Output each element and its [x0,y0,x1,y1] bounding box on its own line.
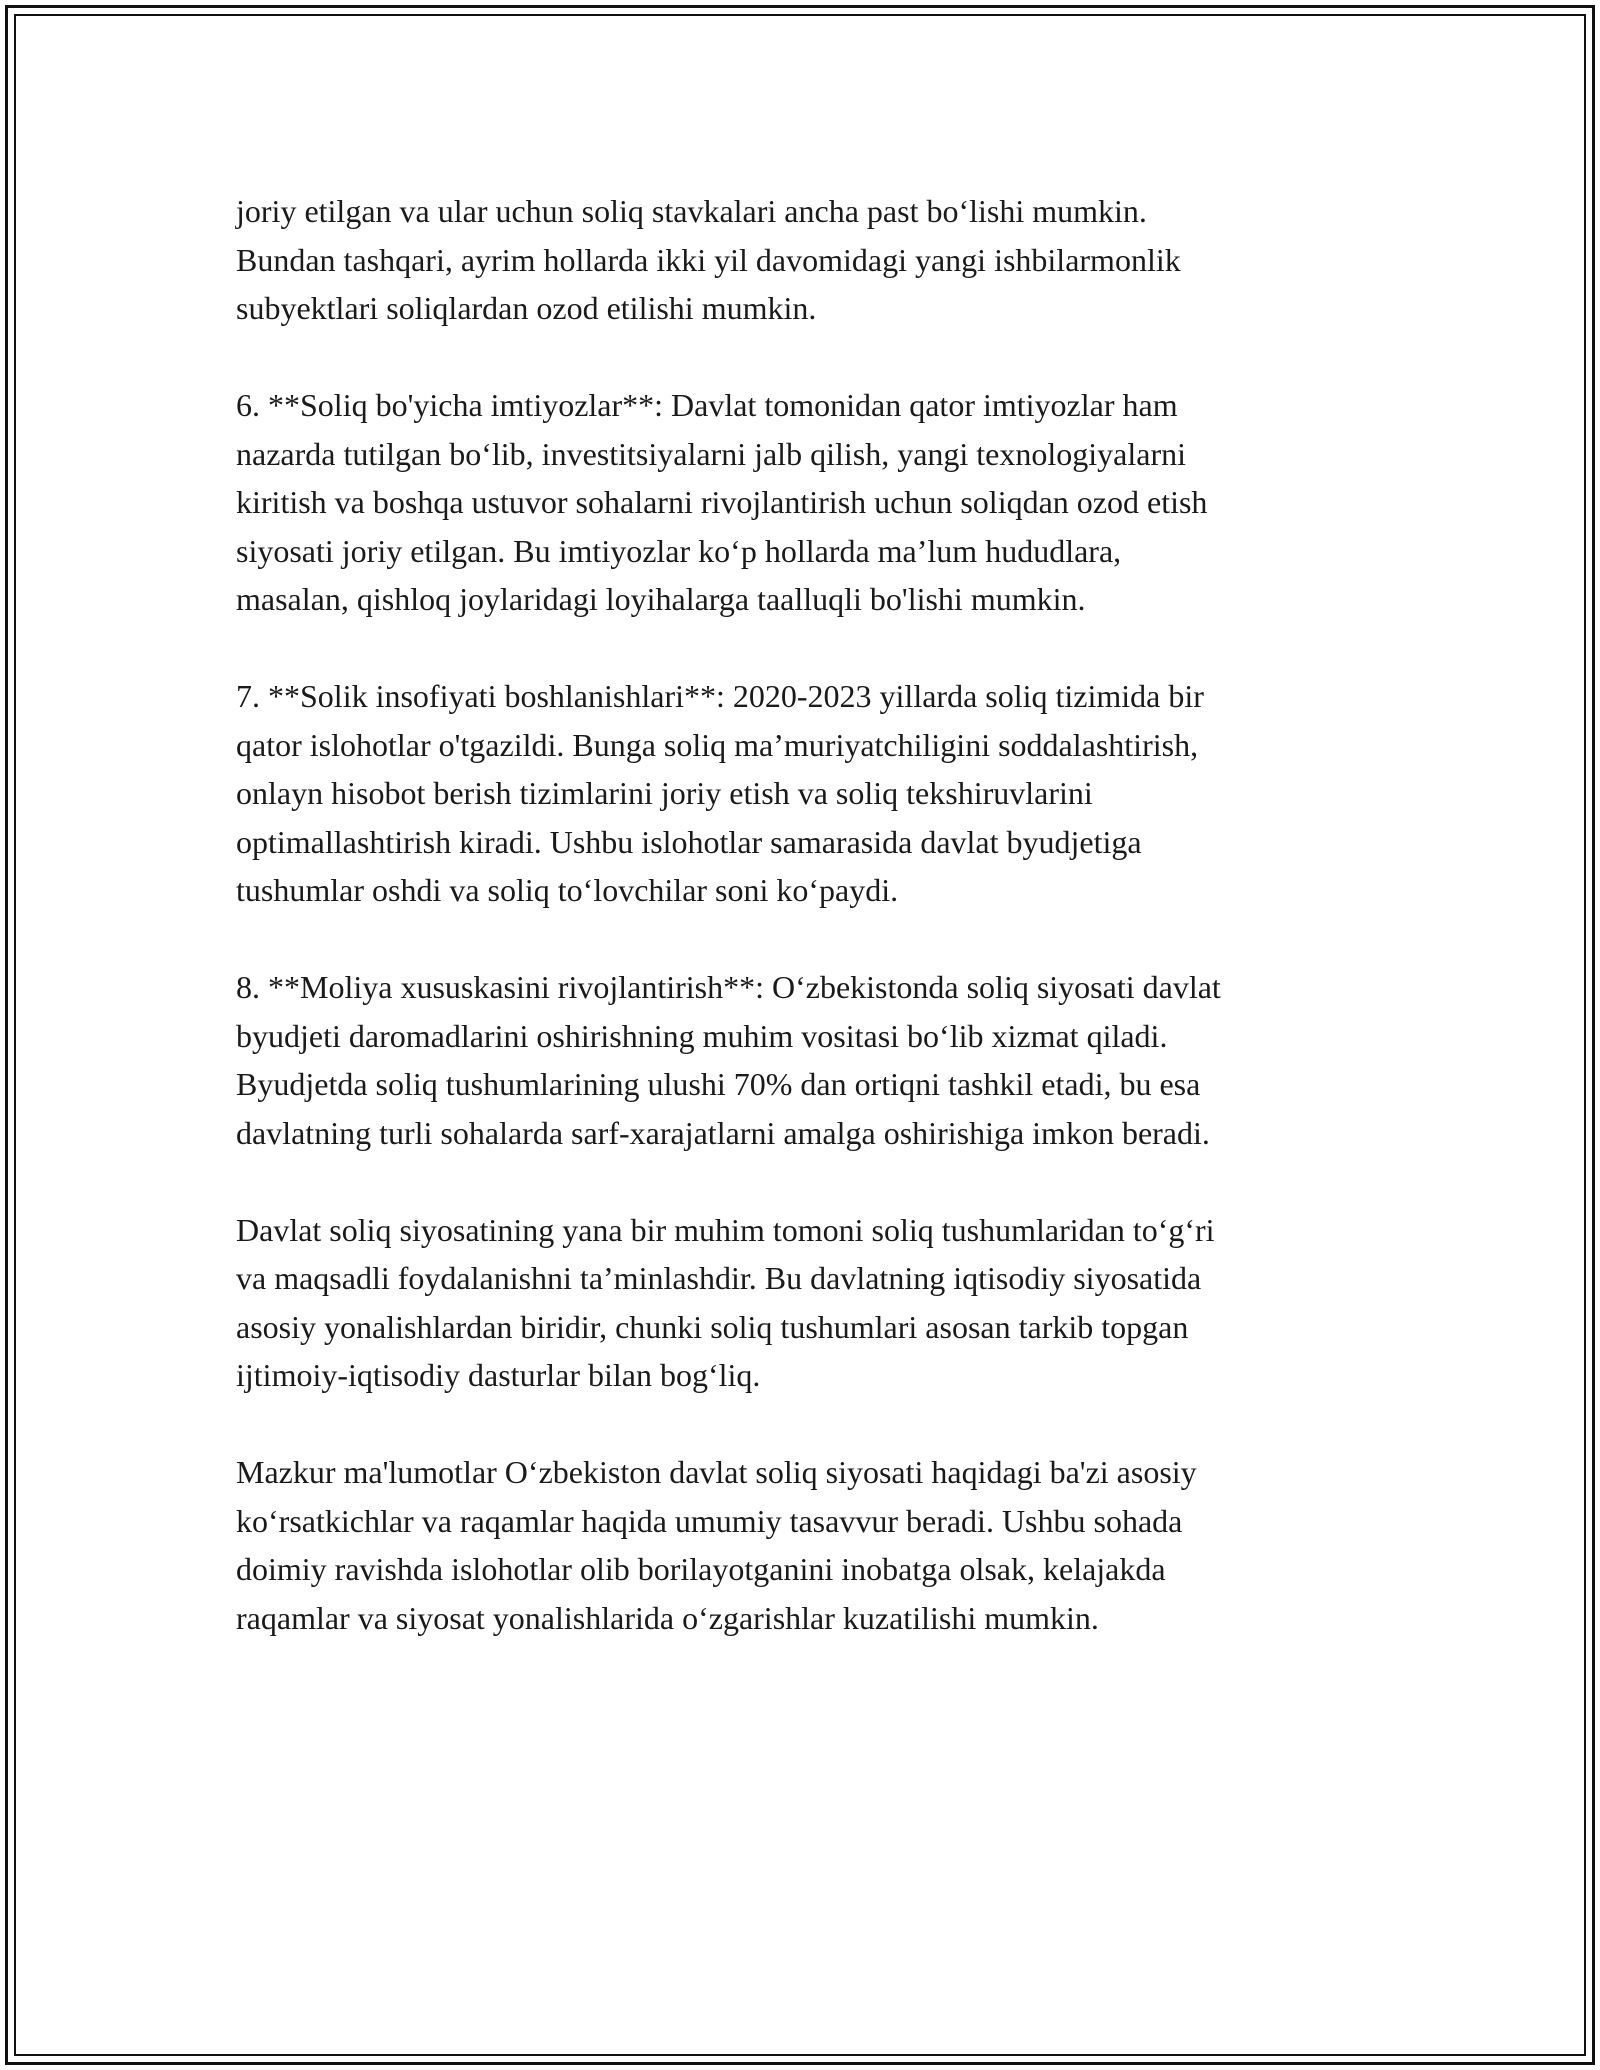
paragraph-item-8-finance: 8. **Moliya xususkasini rivojlantirish**: O‘zbekistonda soliq siyosati davlat byudjeti daromadlarini oshirishning muhim vositasi bo‘lib xizmat qiladi. Byudjetda soliq tushumlarining ulushi 70% dan ortiqni tashkil etadi, bu esa davlatning turli sohalarda sarf-xarajatlarni amalga oshirishiga imkon beradi. [236,969,1221,1151]
paragraph-tax-rates-continuation: joriy etilgan va ular uchun soliq stavkalari ancha past bo‘lishi mumkin. Bundan tashqari, ayrim hollarda ikki yil davomidagi yangi ishbilarmonlik subyektlari soliqlardan ozod etilishi mumkin. [236,193,1181,326]
paragraph-tax-revenue-use: Davlat soliq siyosatining yana bir muhim tomoni soliq tushumlaridan to‘g‘ri va maqsadli foydalanishni ta’minlashdir. Bu davlatning iqtisodiy siyosatida asosiy yonalishlardan biridir, chunki soliq tushumlari asosan tarkib topgan ijtimoiy-iqtisodiy dasturlar bilan bog‘liq. [236,1211,1215,1393]
paragraph-item-6-tax-benefits: 6. **Soliq bo'yicha imtiyozlar**: Davlat tomonidan qator imtiyozlar ham nazarda tutilgan bo‘lib, investitsiyalarni jalb qilish, yangi texnologiyalarni kiritish va boshqa ustuvor sohalarni rivojlantirish uchun soliqdan ozod etish siyosati joriy etilgan. Bu imtiyozlar ko‘p hollarda ma’lum hududlara, masalan, qishloq joylaridagi loyihalarga taalluqli bo'lishi mumkin. [236,387,1208,617]
paragraph-item-7-reforms: 7. **Solik insofiyati boshlanishlari**: 2020-2023 yillarda soliq tizimida bir qator islohotlar o'tgazildi. Bunga soliq ma’muriyatchiligini soddalashtirish, onlayn hisobot berish tizimlarini joriy etish va soliq tekshiruvlarini optimallashtirish kiradi. Ushbu islohotlar samarasida davlat byudjetiga tushumlar oshdi va soliq to‘lovchilar soni ko‘paydi. [236,678,1204,908]
document-body [236,187,1406,1691]
paragraph-conclusion: Mazkur ma'lumotlar O‘zbekiston davlat soliq siyosati haqidagi ba'zi asosiy ko‘rsatkichlar va raqamlar haqida umumiy tasavvur beradi. Ushbu sohada doimiy ravishda islohotlar olib borilayotganini inobatga olsak, kelajakda raqamlar va siyosat yonalishlarida o‘zgarishlar kuzatilishi mumkin. [236,1454,1197,1636]
